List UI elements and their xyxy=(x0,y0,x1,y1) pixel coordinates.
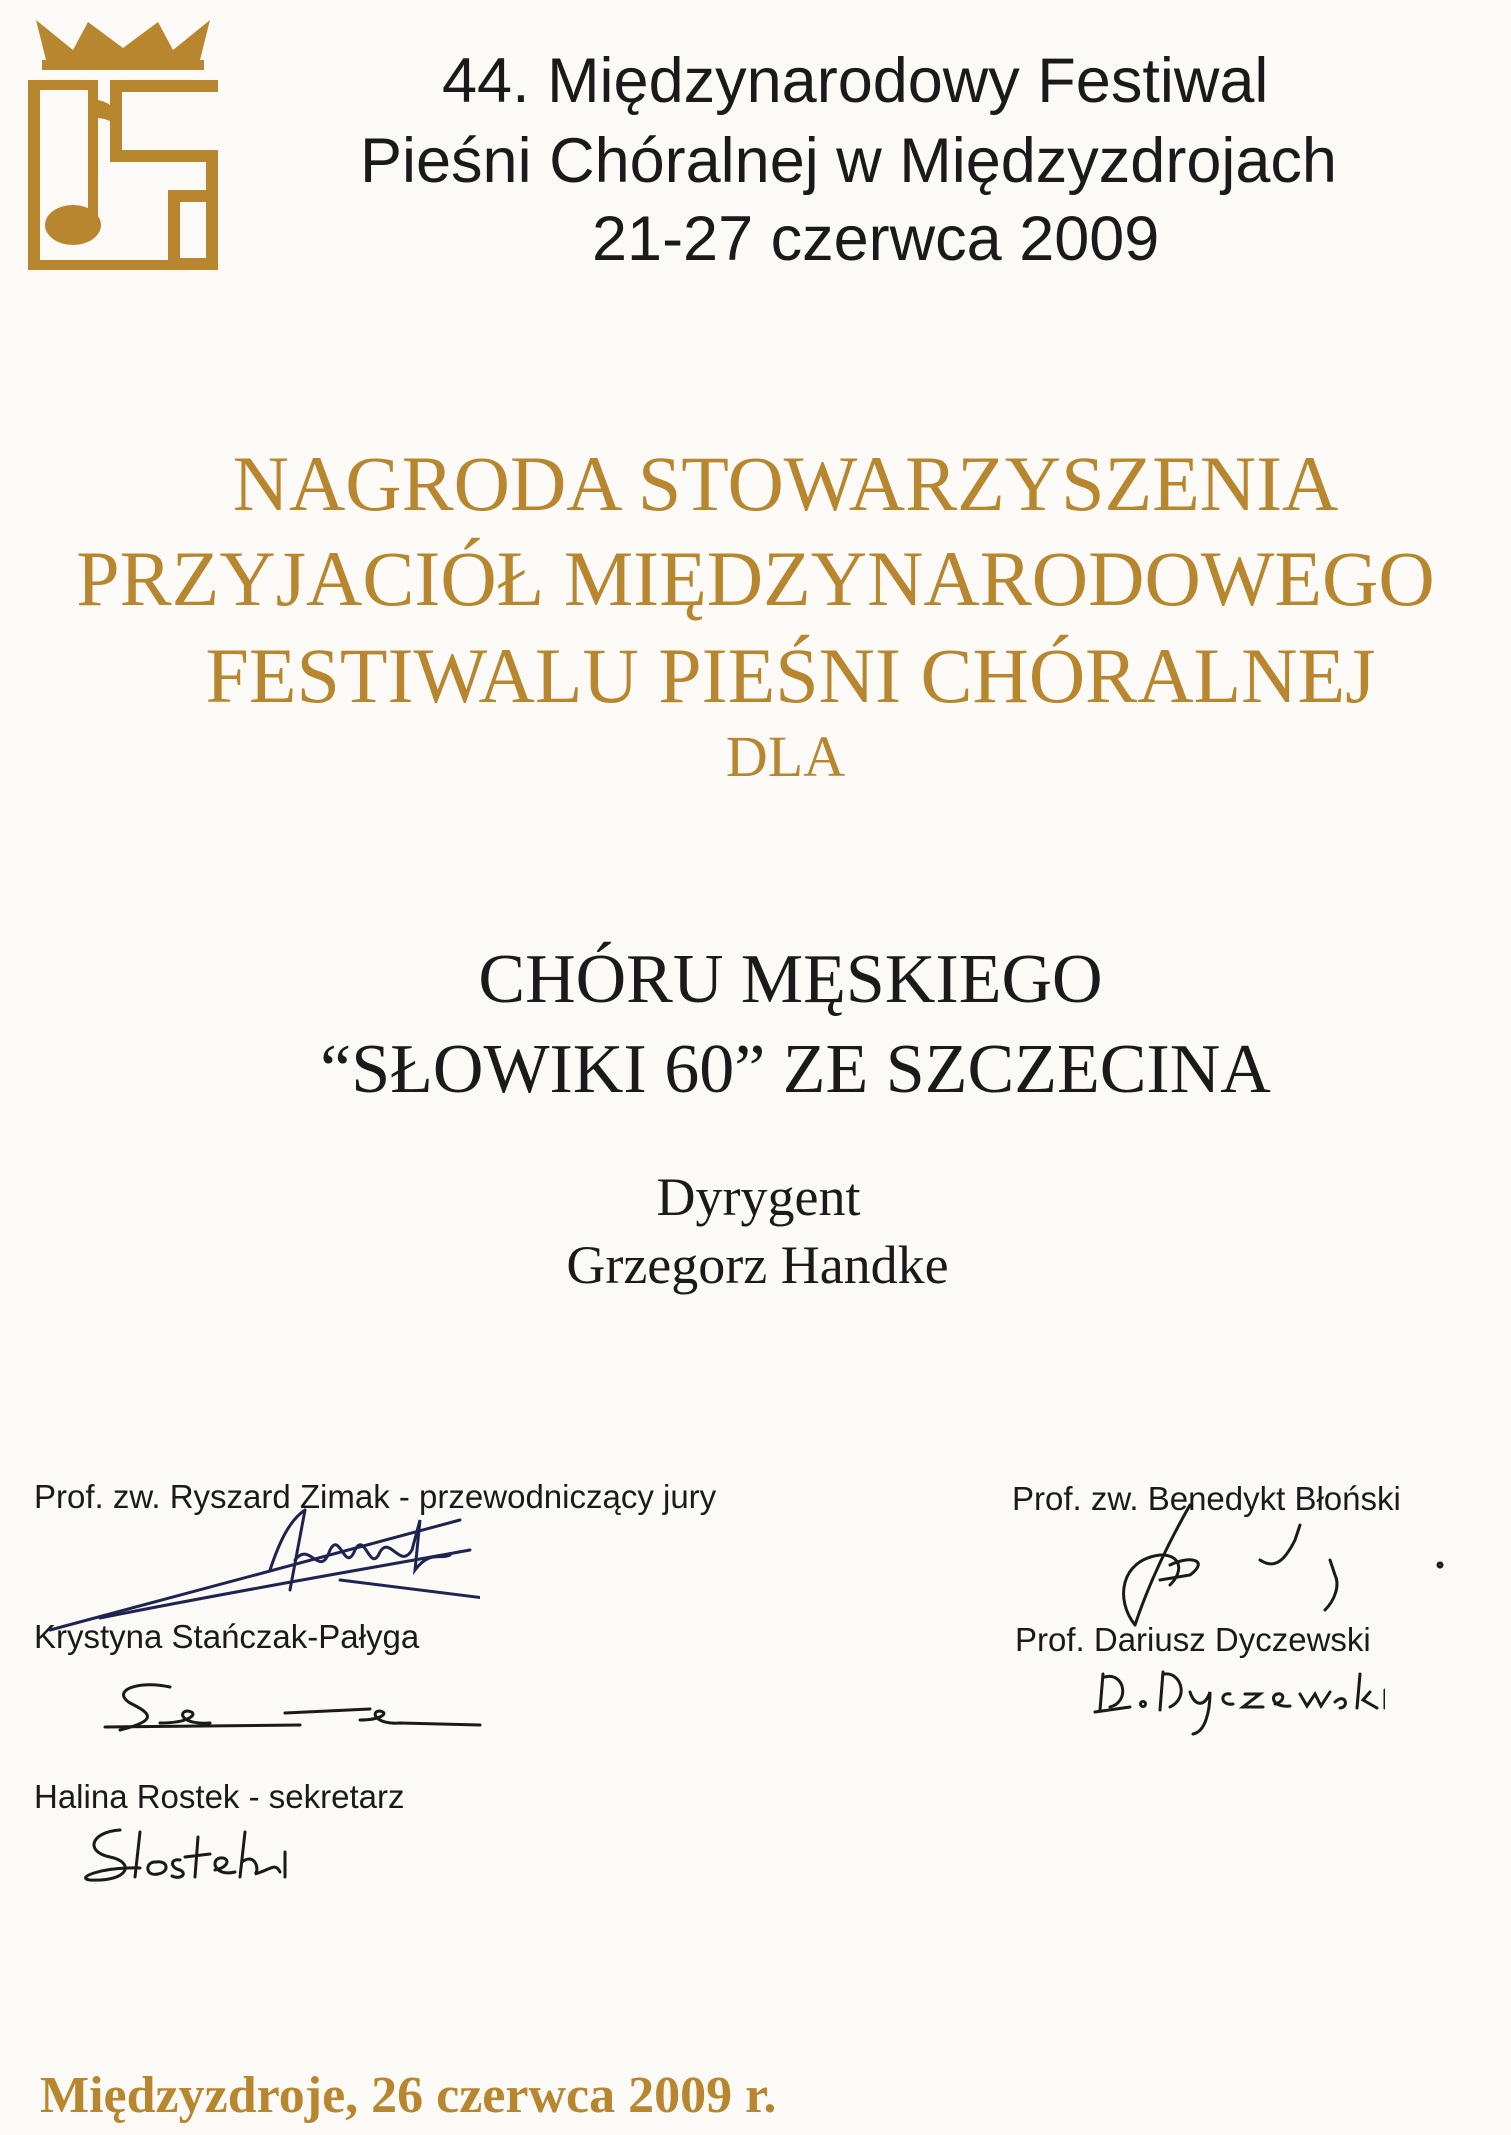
signature-stanczak-palyga xyxy=(100,1675,500,1745)
signature-blonski xyxy=(1100,1500,1460,1630)
conductor-name: Grzegorz Handke xyxy=(566,1235,949,1295)
festival-logo-icon xyxy=(28,10,218,270)
signatory-blonski: Prof. zw. Benedykt Błoński xyxy=(1012,1480,1401,1517)
signatory-zimak: Prof. zw. Ryszard Zimak - przewodniczący jury xyxy=(34,1478,717,1515)
signature-rostek xyxy=(80,1822,310,1892)
signatory-rostek: Halina Rostek - sekretarz xyxy=(34,1778,405,1815)
conductor-role: Dyrygent xyxy=(656,1167,861,1227)
header-line-1: 44. Międzynarodowy Festiwal xyxy=(442,46,1269,116)
signatory-dyczewski: Prof. Dariusz Dyczewski xyxy=(1015,1621,1371,1658)
award-line-4: DLA xyxy=(725,724,846,789)
header-line-2: Pieśni Chóralnej w Międzyzdrojach xyxy=(360,126,1337,196)
award-line-1: NAGRODA STOWARZYSZENIA xyxy=(232,440,1339,527)
recipient-line-2: “SŁOWIKI 60” ZE SZCZECINA xyxy=(320,1031,1271,1108)
header-line-3: 21-27 czerwca 2009 xyxy=(592,204,1160,274)
recipient-line-1: CHÓRU MĘSKIEGO xyxy=(478,941,1103,1018)
award-line-2: PRZYJACIÓŁ MIĘDZYNARODOWEGO xyxy=(76,535,1435,622)
signature-dyczewski xyxy=(1085,1662,1385,1742)
place-date: Międzyzdroje, 26 czerwca 2009 r. xyxy=(40,2067,777,2124)
award-line-3: FESTIWALU PIEŚNI CHÓRALNEJ xyxy=(205,632,1376,719)
signatory-stanczak-palyga: Krystyna Stańczak-Pałyga xyxy=(34,1618,420,1655)
signature-zimak xyxy=(40,1500,480,1640)
